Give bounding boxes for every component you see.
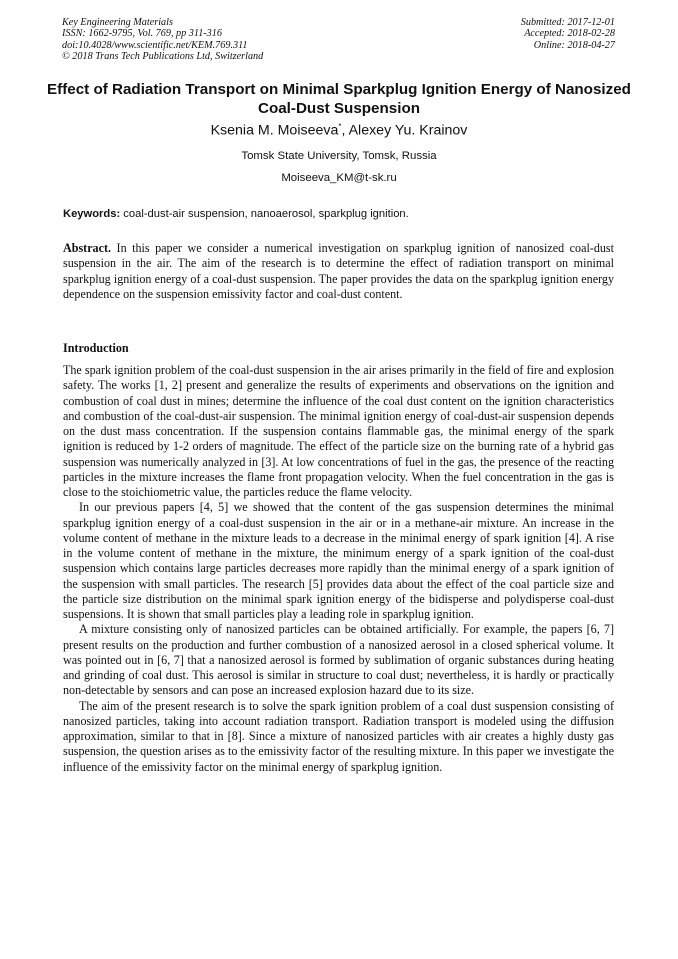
- affiliation: Tomsk State University, Tomsk, Russia: [241, 150, 437, 162]
- paragraph: The spark ignition problem of the coal-dust suspension in the air arises primarily in the field of fire and explosion safety. The works [1, 2] present and generalize the results of experiments and observations on the ignition and combustion of coal dust in mines; determine the influence of the coal dust content on the ignition characteristics and combustion of the coal-dust-air suspension. The minimal ignition energy of coal-dust-air suspension depends on the dust mass concentration. If the suspension contains flammable gas, the minimal energy of the spark ignition is reduced by 1-2 orders of magnitude. The effect of the particle size on the burning rate of a hybrid gas suspension was numerically analyzed in [3]. At low concentrations of fuel in the gas, the presence of the reacting particles in the mixture increases the flame front propagation velocity. When the fuel concentration in the gas is close to the stoichiometric value, the particles reduce the flame velocity.: [63, 363, 614, 499]
- abstract-label: Abstract.: [63, 241, 112, 255]
- paragraph: In our previous papers [4, 5] we showed that the content of the gas suspension determines the minimal sparkplug ignition energy of a coal-dust suspension in the air or in a methane-air mixture. An increase in the volume content of methane in the mixture leads to a decrease in the minimal energy of spark ignition [4]. A rise in the volume content of methane in the mixture, the minimum energy of a spark ignition of the coal-dust suspension which contains large particles decreases more rapidly than the minimal energy of a spark ignition of the suspension with small particles. The research [5] provides data about the effect of the coal particle size and the particle size distribution on the minimal spark ignition energy of the bidisperse and polydisperse coal-dust suspensions. It is shown that small particles play a leading role in sparkplug ignition.: [63, 500, 614, 621]
- accepted-date: Accepted: 2018-02-28: [524, 28, 615, 40]
- abstract-text: In this paper we consider a numerical investigation on sparkplug ignition of nanosized coal-dust suspension in the air. The aim of the research is to determine the effect of radiation transport on minimal sparkplug ignition energy of a coal-dust suspension. The paper provides the data on the sparkplug ignition energy dependence on the suspension emissivity factor and coal-dust content.: [63, 241, 614, 301]
- journal-info-block: [62, 17, 263, 62]
- paragraph: The aim of the present research is to solve the spark ignition problem of a coal dust suspension consisting of nanosized particles, taking into account radiation transport. Radiation transport is modeled using the diffusion approximation, similar to that in [8]. Since a mixture of nanosized particles with air creates a highly dusty gas suspension, the question arises as to the emissivity factor of the resulting mixture. In this paper we investigate the influence of the emissivity factor on the minimal energy of sparkplug ignition.: [63, 698, 614, 774]
- dates-block: [521, 17, 615, 51]
- author-separator: ,: [341, 122, 349, 139]
- copyright-line: © 2018 Trans Tech Publications Ltd, Switzerland: [62, 50, 264, 62]
- author-list: [0, 122, 678, 139]
- journal-name: Key Engineering Materials: [62, 17, 173, 28]
- paragraph: A mixture consisting only of nanosized particles can be obtained artificially. For example, the papers [6, 7] present results on the production and further combustion of a nanosized aerosol in a closed spherical volume. It was pointed out in [6, 7] that a nanosized aerosol is formed by sublimation of organic substances during heating and grinding of coal dust. This aerosol is similar in structure to coal dust; nevertheless, it is hardly or practically non-detectable by sensors and can pose an increased explosion hazard due to its size.: [63, 622, 614, 698]
- abstract: [63, 241, 614, 302]
- online-date: Online: 2018-04-27: [533, 39, 615, 51]
- paper-title: Effect of Radiation Transport on Minimal Sparkplug Ignition Energy of Nanosized Coal-Dust Suspension: [47, 81, 631, 117]
- doi-link[interactable]: doi:10.4028/www.scientific.net/KEM.769.311: [62, 39, 248, 51]
- keywords-text: coal-dust-air suspension, nanoaerosol, sparkplug ignition.: [120, 208, 409, 220]
- author-name: Ksenia M. Moiseeva: [210, 122, 339, 139]
- issn-line: ISSN: 1662-9795, Vol. 769, pp 311-316: [62, 28, 222, 40]
- corresponding-author-mark: *: [338, 122, 342, 131]
- section-heading-introduction: Introduction: [63, 341, 129, 355]
- keywords: [63, 208, 409, 220]
- author-name: Alexey Yu. Krainov: [348, 122, 468, 139]
- author-email[interactable]: Moiseeva_KM@t-sk.ru: [281, 172, 397, 184]
- submitted-date: Submitted: 2017-12-01: [520, 17, 615, 28]
- keywords-label: Keywords:: [63, 208, 121, 220]
- introduction-body: [63, 363, 614, 775]
